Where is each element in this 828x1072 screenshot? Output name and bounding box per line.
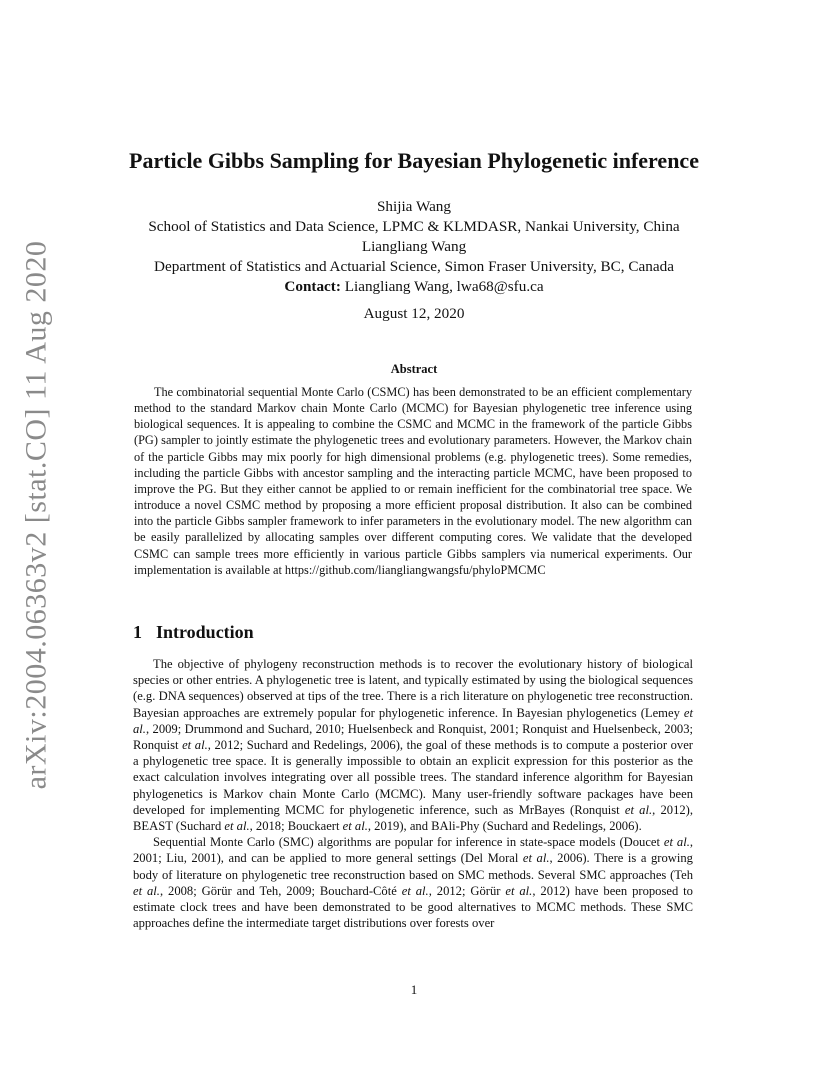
- citation-etal: et al.: [133, 883, 160, 898]
- text-run: , 2018; Bouckaert: [249, 819, 343, 834]
- abstract-body: The combinatorial sequential Monte Carlo (CSMC) has been demonstrated to be an efficient complementary method to the standard Markov chain Monte Carlo (MCMC) for Bayesian phylogenetic tree inference using biological sequences. It is appealing to combine the CSMC and MCMC in the framework of the particle Gibbs (PG) sampler to jointly estimate the phylogenetic trees and evolutionary parameters. However, the Markov chain of the particle Gibbs may mix poorly for high dimensional problems (e.g. phylogenetic trees). Some remedies, including the particle Gibbs with ancestor sampling and the interacting particle MCMC, have been proposed to improve the PG. But they either cannot be applied to or remain inefficient for the combinatorial tree space. We introduce a novel CSMC method by proposing a more efficient proposal distribution. It also can be combined into the particle Gibbs sampler framework to infer parameters in the evolutionary model. The new algorithm can be easily parallelized by allocating samples over different computing cores. We validate that the developed CSMC can sample trees more efficiently in various particle Gibbs samplers via numerical experiments. Our implementation is available at https://github.com/liangliangwangsfu/phyloPMCMC: [134, 385, 692, 577]
- page-number: 1: [410, 982, 418, 997]
- author-affiliation: School of Statistics and Data Science, LPMC & KLMDASR, Nankai University, China: [148, 218, 680, 235]
- introduction-body: [133, 656, 693, 931]
- contact-label: Contact:: [284, 278, 341, 295]
- paragraph: [133, 656, 693, 834]
- section-number: 1: [133, 622, 142, 642]
- contact-line: [100, 277, 728, 297]
- text-run: , 2012; Görür: [428, 883, 506, 898]
- text-run: The objective of phylogeny reconstruction methods is to recover the evolutionary history of biological species or other entries. A phylogenetic tree is latent, and typically estimated by using the biological sequences (e.g. DNA sequences) observed at tips of the tree. There is a rich literature on phylogenetic tree reconstruction. Bayesian approaches are extremely popular for phylogenetic inference. In Bayesian phylogenetics (Lemey: [133, 657, 693, 720]
- citation-etal: et al.: [522, 851, 550, 866]
- citation-etal: et al.: [133, 705, 693, 736]
- author-name: Liangliang Wang: [361, 238, 467, 255]
- author-block: [100, 197, 728, 297]
- citation-etal: et al.: [505, 883, 533, 898]
- citation-etal: et al.: [401, 883, 429, 898]
- section-title: Introduction: [156, 622, 254, 642]
- text-run: Sequential Monte Carlo (SMC) algorithms are popular for inference in state-space models (Doucet: [153, 835, 664, 850]
- text-run: , 2012; Suchard and Redelings, 2006), the goal of these methods is to compute a posterior over a phylogenetic tree space. It is generally impossible to obtain an explicit expression for this posterior as the exact calculation involves integrating over all possible trees. The standard inference algorithm for Bayesian phylogenetics is Markov chain Monte Carlo (MCMC). Many user-friendly software packages have been developed for implementing MCMC for phylogenetic inference, such as MrBayes (Ronquist: [133, 738, 694, 817]
- citation-etal: et al.: [224, 819, 250, 834]
- citation-etal: et al.: [182, 738, 208, 753]
- text-run: , 2012), BEAST (Suchard: [133, 802, 693, 834]
- text-run: , 2006). There is a growing body of literature on phylogenetic tree reconstruction based on SMC methods. Several SMC approaches (Teh: [133, 851, 693, 882]
- text-run: , 2001; Liu, 2001), and can be applied to more general settings (Del Moral: [133, 835, 693, 866]
- citation-etal: et al.: [663, 835, 690, 850]
- abstract-heading: Abstract: [390, 362, 438, 376]
- contact-value: Liangliang Wang, lwa68@sfu.ca: [340, 278, 544, 295]
- citation-etal: et al.: [624, 802, 653, 817]
- section-heading: [133, 622, 254, 643]
- text-run: , 2019), and BAli-Phy (Suchard and Redelings, 2006).: [367, 819, 642, 834]
- citation-etal: et al.: [342, 819, 368, 834]
- text-run: , 2012) have been proposed to estimate clock trees and have been demonstrated to be good alternatives to MCMC methods. These SMC approaches define the intermediate target distributions over forests over: [133, 883, 693, 931]
- text-run: , 2009; Drummond and Suchard, 2010; Huelsenbeck and Ronquist, 2001; Ronquist and Huelsenbeck, 2003; Ronquist: [133, 721, 693, 753]
- author-name: Shijia Wang: [376, 198, 451, 215]
- author-affiliation: Department of Statistics and Actuarial Science, Simon Fraser University, BC, Canada: [154, 258, 674, 275]
- paragraph: [133, 834, 693, 931]
- paper-date: August 12, 2020: [363, 305, 465, 322]
- arxiv-watermark: [6, 240, 66, 790]
- arxiv-identifier: arXiv:2004.06363v2 [stat.CO] 11 Aug 2020: [19, 240, 53, 790]
- text-run: , 2008; Görür and Teh, 2009; Bouchard-Côté: [159, 883, 402, 898]
- paper-title: Particle Gibbs Sampling for Bayesian Phylogenetic inference: [129, 148, 699, 173]
